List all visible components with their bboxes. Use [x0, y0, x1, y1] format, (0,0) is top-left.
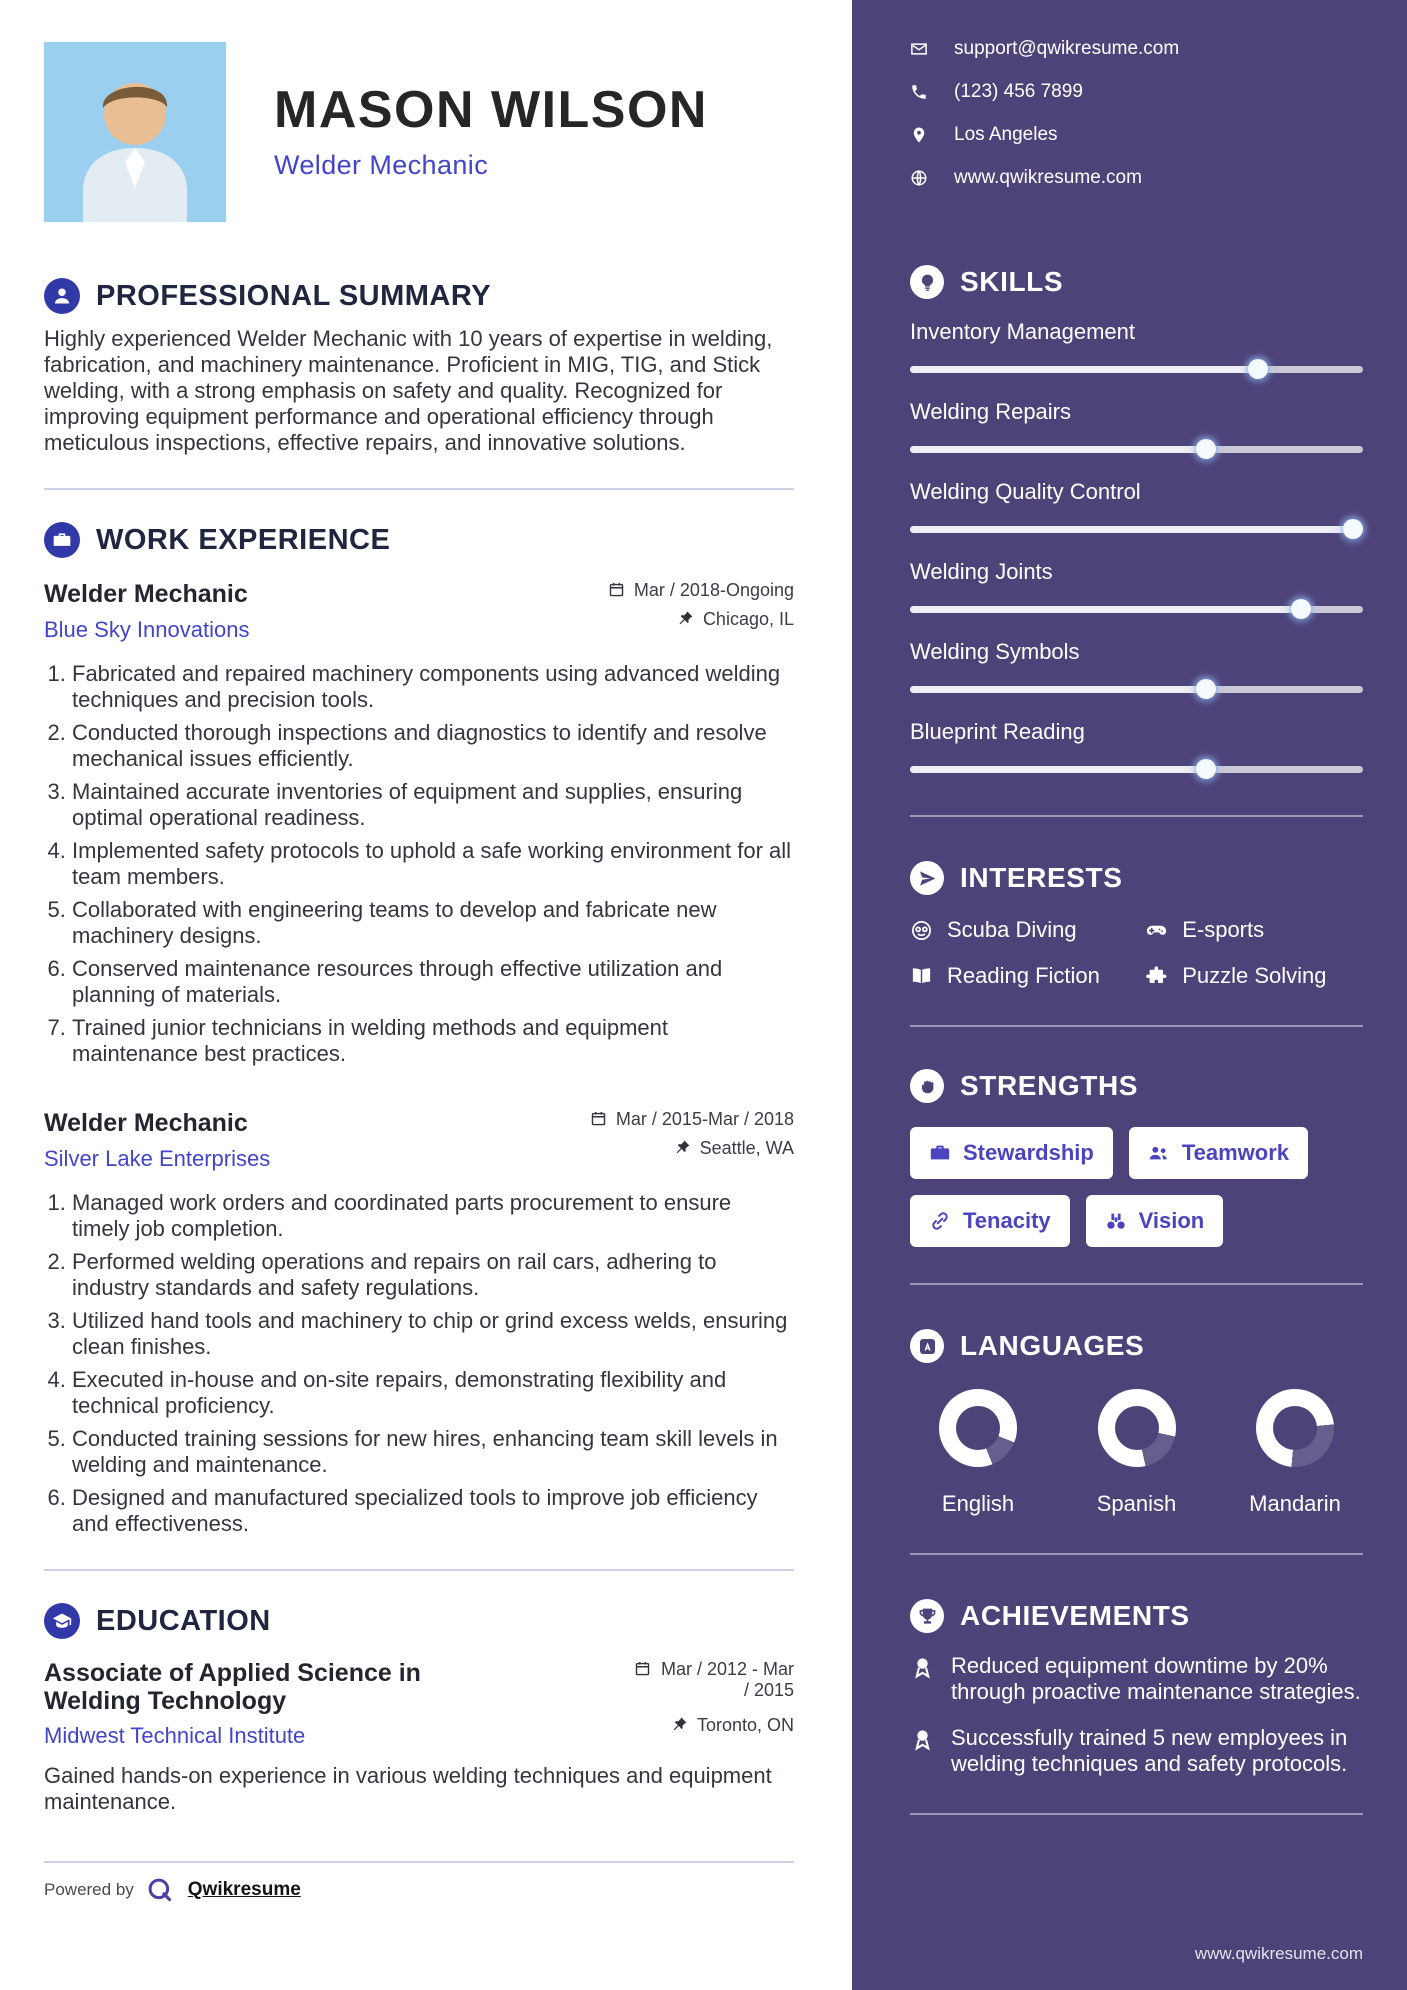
school-row: [44, 1715, 794, 1749]
education-heading-row: [44, 1603, 794, 1639]
skill-name: Blueprint Reading: [910, 719, 1085, 744]
education-location: [671, 1715, 794, 1736]
interests-grid: [910, 917, 1363, 989]
contact-phone[interactable]: [910, 81, 1363, 103]
sidebar-divider: [910, 1553, 1363, 1555]
experience-heading: WORK EXPERIENCE: [96, 523, 391, 556]
skill-slider[interactable]: [910, 439, 1363, 459]
skill-slider[interactable]: [910, 599, 1363, 619]
interest-label: E-sports: [1182, 917, 1265, 942]
job-entry: [44, 1109, 794, 1537]
slider-fill: [910, 606, 1309, 613]
sidebar-divider: [910, 1813, 1363, 1815]
contact-website[interactable]: [910, 167, 1363, 189]
watermark-url: www.qwikresume.com: [1194, 1944, 1363, 1963]
calendar-icon: [608, 581, 625, 598]
degree-row: [44, 1659, 794, 1715]
slider-fill: [910, 766, 1209, 773]
skill-item: [910, 399, 1363, 459]
language-item: [1231, 1389, 1359, 1517]
translate-icon: [910, 1329, 944, 1363]
profile-photo: [44, 42, 226, 222]
slider-thumb[interactable]: [1196, 439, 1216, 459]
skill-name: Inventory Management: [910, 319, 1136, 344]
languages-heading-row: [910, 1329, 1363, 1363]
medal-icon: [910, 1727, 935, 1752]
job-bullet: 3. Utilized hand tools and machinery to chip or grind excess welds, ensuring clean finishes.: [72, 1308, 794, 1360]
trophy-icon: [910, 1599, 944, 1633]
job-bullet: 5. Conducted training sessions for new hires, enhancing team skill levels in welding and maintenance.: [72, 1426, 794, 1478]
skill-slider[interactable]: [910, 679, 1363, 699]
skill-item: [910, 719, 1363, 779]
slider-fill: [910, 686, 1209, 693]
contact-email-text: support@qwikresume.com: [954, 38, 1180, 59]
skills-heading-row: [910, 265, 1363, 299]
skill-item: [910, 559, 1363, 619]
skill-name: Welding Joints: [910, 559, 1053, 584]
strengths-heading: STRENGTHS: [960, 1070, 1139, 1101]
skill-slider[interactable]: [910, 519, 1363, 539]
job-dates-text: Mar / 2018-Ongoing: [633, 580, 794, 600]
strength-label: Tenacity: [963, 1208, 1051, 1233]
job-title-row: [44, 580, 794, 609]
strength-label: Teamwork: [1181, 1140, 1289, 1165]
section-achievements: [910, 1599, 1363, 1777]
job-location: [677, 609, 794, 630]
interest-item: [910, 917, 1145, 943]
slider-fill: [910, 446, 1209, 453]
skill-item: [910, 319, 1363, 379]
lightbulb-icon: [910, 265, 944, 299]
education-dates-text: Mar / 2012 - Mar / 2015: [660, 1659, 794, 1700]
header: [44, 42, 794, 222]
language-label: English: [941, 1491, 1015, 1516]
section-interests: [910, 861, 1363, 989]
languages-row: [910, 1389, 1363, 1517]
job-title-text: Welder Mechanic: [44, 1109, 248, 1137]
interest-label: Reading Fiction: [947, 963, 1100, 988]
company-link[interactable]: Silver Lake Enterprises: [44, 1146, 271, 1171]
job-bullet: 2. Conducted thorough inspections and diagnostics to identify and resolve mechanical issues efficiently.: [72, 720, 794, 772]
name-block: [274, 42, 708, 222]
education-dates: [634, 1659, 794, 1701]
skill-slider[interactable]: [910, 759, 1363, 779]
summary-heading: PROFESSIONAL SUMMARY: [96, 279, 492, 312]
strengths-heading-row: [910, 1069, 1363, 1103]
contact-location: [910, 124, 1363, 146]
medal-icon: [910, 1655, 935, 1680]
language-label: Mandarin: [1249, 1491, 1341, 1516]
languages-heading: LANGUAGES: [960, 1330, 1145, 1361]
slider-thumb[interactable]: [1343, 519, 1363, 539]
language-donut: [1098, 1389, 1176, 1467]
summary-text: Highly experienced Welder Mechanic with 10 years of expertise in welding, fabrication, and machinery maintenance. Proficient in MIG, TIG, and Stick welding, with a strong emphasis on safety and quality. Recognized for improving equipment performance and operational efficiency through meticulous inspections, effective repairs, and innovative solutions.: [44, 326, 773, 455]
job-bullet: 1. Managed work orders and coordinated parts procurement to ensure timely job completion.: [72, 1190, 794, 1242]
interests-heading: INTERESTS: [960, 862, 1123, 893]
job-bullets: [44, 1190, 794, 1537]
name: MASON WILSON: [274, 81, 708, 139]
people-icon: [1148, 1142, 1170, 1164]
person-icon: [44, 278, 80, 314]
strength-badge: [1086, 1195, 1224, 1247]
slider-fill: [910, 366, 1263, 373]
pushpin-icon: [674, 1139, 691, 1156]
puzzle-piece-icon: [1145, 965, 1168, 988]
section-divider: [44, 1569, 794, 1571]
job-dates-text: Mar / 2015-Mar / 2018: [615, 1109, 794, 1129]
job-bullet: 2. Performed welding operations and repairs on rail cars, adhering to industry standards and safety regulations.: [72, 1249, 794, 1301]
open-book-icon: [910, 965, 933, 988]
calendar-icon: [590, 1110, 607, 1127]
job-company-row: [44, 609, 794, 643]
fist-icon: [910, 1069, 944, 1103]
sidebar-divider: [910, 1283, 1363, 1285]
section-languages: [910, 1329, 1363, 1517]
sidebar: [852, 0, 1407, 1990]
language-donut: [1256, 1389, 1334, 1467]
interests-heading-row: [910, 861, 1363, 895]
strength-badge: [1129, 1127, 1308, 1179]
job-bullet: 5. Collaborated with engineering teams to develop and fabricate new machinery designs.: [72, 897, 794, 949]
contact-location-text: Los Angeles: [954, 124, 1058, 145]
section-experience: [44, 522, 794, 1537]
strength-label: Vision: [1138, 1208, 1205, 1233]
job-bullet: 1. Fabricated and repaired machinery components using advanced welding techniques and precision tools.: [72, 661, 794, 713]
language-item: [914, 1389, 1042, 1517]
pushpin-icon: [677, 610, 694, 627]
interest-item: [910, 963, 1145, 989]
footer-divider: [44, 1861, 794, 1863]
job-title-text: Welder Mechanic: [44, 580, 248, 608]
job-title-row: [44, 1109, 794, 1138]
achievements-heading-row: [910, 1599, 1363, 1633]
summary-heading-row: [44, 278, 794, 314]
calendar-icon: [634, 1660, 651, 1677]
skill-item: [910, 479, 1363, 539]
strength-label: Stewardship: [963, 1140, 1094, 1165]
qwikresume-logo: [146, 1875, 176, 1905]
section-divider: [44, 488, 794, 490]
slider-thumb[interactable]: [1291, 599, 1311, 619]
job-bullets: [44, 661, 794, 1067]
job-bullet: 6. Conserved maintenance resources through effective utilization and planning of materials.: [72, 956, 794, 1008]
job-location: [674, 1138, 794, 1159]
skill-name: Welding Symbols: [910, 639, 1080, 664]
job-dates: [608, 580, 794, 601]
link-icon: [929, 1210, 951, 1232]
brand-link[interactable]: Qwikresume: [187, 1879, 301, 1900]
contact-phone-text: (123) 456 7899: [954, 81, 1083, 102]
achievement-text: Successfully trained 5 new employees in welding techniques and safety protocols.: [951, 1725, 1348, 1776]
section-strengths: [910, 1069, 1363, 1247]
slider-thumb[interactable]: [1196, 679, 1216, 699]
binoculars-icon: [1105, 1210, 1127, 1232]
achievements-heading: ACHIEVEMENTS: [960, 1600, 1190, 1631]
paper-plane-icon: [910, 861, 944, 895]
email-icon: [910, 40, 928, 58]
job-location-text: Seattle, WA: [699, 1138, 794, 1158]
globe-icon: [910, 169, 928, 187]
education-description: Gained hands-on experience in various welding techniques and equipment maintenance.: [44, 1763, 772, 1814]
achievement-item: [910, 1653, 1363, 1705]
briefcase-icon: [929, 1142, 951, 1164]
achievement-text: Reduced equipment downtime by 20% through proactive maintenance strategies.: [951, 1653, 1361, 1704]
skills-heading: SKILLS: [960, 266, 1064, 297]
slider-fill: [910, 526, 1363, 533]
contact-email[interactable]: [910, 38, 1363, 60]
strength-badges: [910, 1127, 1363, 1247]
briefcase-icon: [44, 522, 80, 558]
achievement-item: [910, 1725, 1363, 1777]
sidebar-divider: [910, 815, 1363, 817]
contact-website-text: www.qwikresume.com: [954, 167, 1142, 188]
job-company-row: [44, 1138, 794, 1172]
gamepad-icon: [1145, 919, 1168, 942]
skill-name: Welding Quality Control: [910, 479, 1141, 504]
job-bullet: 4. Implemented safety protocols to uphold a safe working environment for all team members.: [72, 838, 794, 890]
section-skills: [910, 265, 1363, 779]
job-location-text: Chicago, IL: [702, 609, 794, 629]
section-education: [44, 1603, 794, 1815]
sidebar-divider: [910, 1025, 1363, 1027]
phone-icon: [910, 83, 928, 101]
powered-by-label: Powered by: [44, 1880, 134, 1899]
skill-item: [910, 639, 1363, 699]
slider-thumb[interactable]: [1248, 359, 1268, 379]
graduation-cap-icon: [44, 1603, 80, 1639]
company-link[interactable]: Blue Sky Innovations: [44, 617, 250, 642]
language-item: [1073, 1389, 1201, 1517]
education-location-text: Toronto, ON: [696, 1715, 794, 1735]
location-pin-icon: [910, 126, 928, 144]
footer: [44, 1875, 794, 1905]
interest-label: Puzzle Solving: [1182, 963, 1327, 988]
contact-block: [910, 38, 1363, 189]
slider-thumb[interactable]: [1196, 759, 1216, 779]
scuba-mask-icon: [910, 919, 933, 942]
profile-photo-placeholder: [44, 42, 226, 222]
job-dates: [590, 1109, 794, 1130]
pushpin-icon: [671, 1716, 688, 1733]
interest-item: [1145, 963, 1363, 989]
skill-name: Welding Repairs: [910, 399, 1072, 424]
school-link[interactable]: Midwest Technical Institute: [44, 1723, 306, 1748]
strength-badge: [910, 1195, 1070, 1247]
job-bullet: 3. Maintained accurate inventories of equipment and supplies, ensuring optimal operational readiness.: [72, 779, 794, 831]
degree: Associate of Applied Science in Welding Technology: [44, 1659, 421, 1715]
language-donut: [939, 1389, 1017, 1467]
interest-label: Scuba Diving: [947, 917, 1077, 942]
language-label: Spanish: [1096, 1491, 1177, 1516]
section-summary: [44, 278, 794, 456]
job-entry: [44, 580, 794, 1067]
strength-badge: [910, 1127, 1113, 1179]
job-bullet: 6. Designed and manufactured specialized tools to improve job efficiency and effectiveness.: [72, 1485, 794, 1537]
job-bullet: 7. Trained junior technicians in welding methods and equipment maintenance best practices.: [72, 1015, 794, 1067]
job-bullet: 4. Executed in-house and on-site repairs, demonstrating flexibility and technical proficiency.: [72, 1367, 794, 1419]
job-title: Welder Mechanic: [274, 150, 489, 180]
experience-heading-row: [44, 522, 794, 558]
interest-item: [1145, 917, 1363, 943]
education-heading: EDUCATION: [96, 1604, 271, 1637]
skill-slider[interactable]: [910, 359, 1363, 379]
